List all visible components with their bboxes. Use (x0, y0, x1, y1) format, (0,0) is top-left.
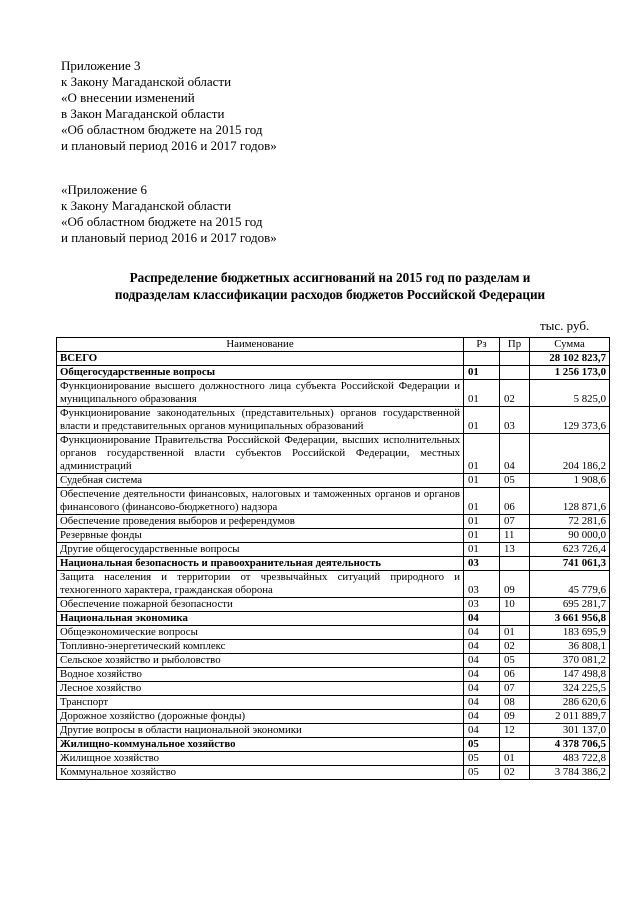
cell-rz: 04 (464, 682, 500, 696)
cell-name: Резервные фонды (57, 529, 464, 543)
cell-pr: 02 (500, 380, 530, 407)
column-header-name: Наименование (57, 338, 464, 352)
table-row (57, 668, 610, 682)
table-row (57, 654, 610, 668)
cell-pr: 04 (500, 434, 530, 474)
cell-name: Дорожное хозяйство (дорожные фонды) (57, 710, 464, 724)
cell-pr (500, 612, 530, 626)
cell-sum: 1 908,6 (530, 474, 610, 488)
cell-rz: 05 (464, 738, 500, 752)
table-row (57, 682, 610, 696)
cell-rz: 04 (464, 640, 500, 654)
cell-sum: 45 779,6 (530, 571, 610, 598)
cell-rz: 04 (464, 724, 500, 738)
cell-rz: 01 (464, 474, 500, 488)
table-row (57, 557, 610, 571)
cell-pr: 01 (500, 752, 530, 766)
annex3-line: в Закон Магаданской области (61, 106, 225, 121)
table-row (57, 766, 610, 780)
cell-pr: 06 (500, 488, 530, 515)
cell-pr: 07 (500, 515, 530, 529)
cell-name: Топливно-энергетический комплекс (57, 640, 464, 654)
cell-rz: 01 (464, 488, 500, 515)
table-row (57, 529, 610, 543)
cell-pr: 09 (500, 710, 530, 724)
cell-sum: 3 784 386,2 (530, 766, 610, 780)
cell-pr (500, 738, 530, 752)
cell-name: Защита населения и территории от чрезвычайных ситуаций природного и техногенного характера, гражданская оборона (57, 571, 464, 598)
table-row (57, 543, 610, 557)
cell-sum: 324 225,5 (530, 682, 610, 696)
annex6-line: к Закону Магаданской области (61, 198, 232, 213)
cell-name: Общеэкономические вопросы (57, 626, 464, 640)
cell-name: Общегосударственные вопросы (57, 366, 464, 380)
cell-sum: 28 102 823,7 (530, 352, 610, 366)
cell-name: Функционирование законодательных (представительных) органов государственной власти и представительных органов муниципальных образований (57, 407, 464, 434)
cell-name: Жилищное хозяйство (57, 752, 464, 766)
column-header-pr: Пр (500, 338, 530, 352)
cell-sum: 72 281,6 (530, 515, 610, 529)
table-row (57, 598, 610, 612)
annex6-header (61, 182, 481, 246)
table-header-row (57, 338, 610, 352)
cell-pr: 02 (500, 640, 530, 654)
cell-rz: 05 (464, 766, 500, 780)
cell-sum: 286 620,6 (530, 696, 610, 710)
cell-pr: 01 (500, 626, 530, 640)
cell-name: Другие вопросы в области национальной экономики (57, 724, 464, 738)
cell-name: Функционирование высшего должностного лица субъекта Российской Федерации и муниципального образования (57, 380, 464, 407)
cell-sum: 483 722,8 (530, 752, 610, 766)
cell-pr (500, 352, 530, 366)
cell-sum: 3 661 956,8 (530, 612, 610, 626)
table-row (57, 696, 610, 710)
column-header-sum: Сумма (530, 338, 610, 352)
cell-sum: 623 726,4 (530, 543, 610, 557)
cell-pr: 05 (500, 654, 530, 668)
cell-sum: 204 186,2 (530, 434, 610, 474)
unit-label: тыс. руб. (540, 318, 590, 333)
annex3-line: «Об областном бюджете на 2015 год (61, 122, 263, 137)
cell-rz: 01 (464, 407, 500, 434)
title-line-2: подразделам классификации расходов бюджетов Российской Федерации (114, 287, 546, 302)
table-row (57, 366, 610, 380)
table-row (57, 710, 610, 724)
cell-rz: 01 (464, 380, 500, 407)
cell-name: Другие общегосударственные вопросы (57, 543, 464, 557)
cell-name: Судебная система (57, 474, 464, 488)
cell-rz: 01 (464, 515, 500, 529)
cell-name: Обеспечение проведения выборов и референдумов (57, 515, 464, 529)
cell-pr: 05 (500, 474, 530, 488)
cell-name: Жилищно-коммунальное хозяйство (57, 738, 464, 752)
cell-pr: 06 (500, 668, 530, 682)
table-row (57, 640, 610, 654)
table-row (57, 571, 610, 598)
table-row (57, 407, 610, 434)
table-row (57, 488, 610, 515)
cell-rz: 01 (464, 434, 500, 474)
table-row (57, 626, 610, 640)
cell-name: Обеспечение деятельности финансовых, налоговых и таможенных органов и органов финансового (финансово-бюджетного) надзора (57, 488, 464, 515)
cell-name: Водное хозяйство (57, 668, 464, 682)
cell-sum: 183 695,9 (530, 626, 610, 640)
table-row (57, 612, 610, 626)
cell-name: Транспорт (57, 696, 464, 710)
cell-rz: 04 (464, 668, 500, 682)
table-row (57, 724, 610, 738)
cell-sum: 4 378 706,5 (530, 738, 610, 752)
annex3-line: «О внесении изменений (61, 90, 195, 105)
cell-name: Лесное хозяйство (57, 682, 464, 696)
cell-rz: 03 (464, 571, 500, 598)
document-title (40, 269, 620, 303)
cell-name: Национальная экономика (57, 612, 464, 626)
annex6-line: «Об областном бюджете на 2015 год (61, 214, 263, 229)
cell-name: ВСЕГО (57, 352, 464, 366)
table-row (57, 515, 610, 529)
table-row (57, 474, 610, 488)
cell-rz: 01 (464, 543, 500, 557)
cell-rz: 04 (464, 612, 500, 626)
cell-rz: 04 (464, 710, 500, 724)
annex6-line: «Приложение 6 (61, 182, 148, 197)
annex3-header (61, 58, 481, 154)
cell-rz: 05 (464, 752, 500, 766)
cell-sum: 301 137,0 (530, 724, 610, 738)
cell-sum: 90 000,0 (530, 529, 610, 543)
cell-pr: 12 (500, 724, 530, 738)
cell-pr: 02 (500, 766, 530, 780)
annex3-line: Приложение 3 (61, 58, 141, 73)
cell-sum: 1 256 173,0 (530, 366, 610, 380)
title-line-1: Распределение бюджетных ассигнований на 2015 год по разделам и (129, 270, 531, 285)
cell-sum: 5 825,0 (530, 380, 610, 407)
cell-sum: 695 281,7 (530, 598, 610, 612)
cell-rz (464, 352, 500, 366)
cell-sum: 36 808,1 (530, 640, 610, 654)
cell-sum: 2 011 889,7 (530, 710, 610, 724)
cell-name: Сельское хозяйство и рыболовство (57, 654, 464, 668)
table-row (57, 352, 610, 366)
cell-rz: 03 (464, 557, 500, 571)
cell-pr: 07 (500, 682, 530, 696)
cell-pr: 10 (500, 598, 530, 612)
column-header-rz: Рз (464, 338, 500, 352)
cell-pr: 13 (500, 543, 530, 557)
annex3-line: к Закону Магаданской области (61, 74, 232, 89)
cell-pr (500, 366, 530, 380)
table-row (57, 434, 610, 474)
cell-sum: 370 081,2 (530, 654, 610, 668)
cell-rz: 04 (464, 626, 500, 640)
cell-rz: 03 (464, 598, 500, 612)
cell-name: Коммунальное хозяйство (57, 766, 464, 780)
cell-sum: 129 373,6 (530, 407, 610, 434)
cell-rz: 01 (464, 366, 500, 380)
cell-name: Обеспечение пожарной безопасности (57, 598, 464, 612)
cell-rz: 01 (464, 529, 500, 543)
cell-sum: 147 498,8 (530, 668, 610, 682)
table-row (57, 738, 610, 752)
cell-sum: 741 061,3 (530, 557, 610, 571)
cell-name: Национальная безопасность и правоохранительная деятельность (57, 557, 464, 571)
cell-pr: 08 (500, 696, 530, 710)
cell-rz: 04 (464, 654, 500, 668)
cell-pr: 11 (500, 529, 530, 543)
cell-name: Функционирование Правительства Российской Федерации, высших исполнительных органов государственной власти субъектов Российской Федерации, местных администраций (57, 434, 464, 474)
annex6-line: и плановый период 2016 и 2017 годов» (61, 230, 277, 245)
cell-sum: 128 871,6 (530, 488, 610, 515)
table-row (57, 380, 610, 407)
cell-rz: 04 (464, 696, 500, 710)
table-row (57, 752, 610, 766)
cell-pr: 09 (500, 571, 530, 598)
cell-pr (500, 557, 530, 571)
annex3-line: и плановый период 2016 и 2017 годов» (61, 138, 277, 153)
cell-pr: 03 (500, 407, 530, 434)
budget-table (56, 337, 610, 780)
